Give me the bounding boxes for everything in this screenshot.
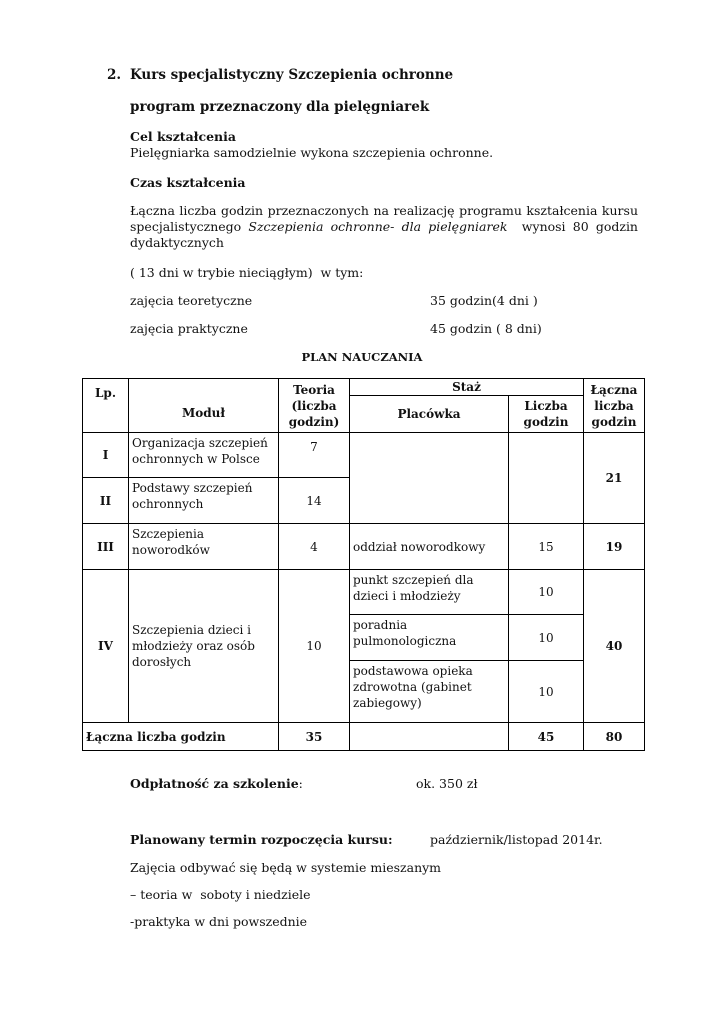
row-placowka: podstawowa opieka zdrowotna (gabinet zabiegowy): [350, 661, 509, 723]
row-teoria: 7: [279, 433, 350, 478]
cel-text: Pielęgniarka samodzielnie wykona szczepienia ochronne.: [130, 145, 494, 160]
row-placowka-empty: [350, 433, 509, 524]
header-laczna: Łączna liczba godzin: [584, 379, 645, 433]
row-placowka: poradnia pulmonologiczna: [350, 615, 509, 661]
czas-para-line2-post: wynosi 80 godzin: [507, 219, 638, 234]
fee-label: Odpłatność za szkolenie: [130, 776, 299, 791]
table-row: [83, 570, 645, 615]
row-lp: II: [83, 478, 129, 524]
header-teoria: Teoria (liczba godzin): [279, 379, 350, 433]
footer-placowka-empty: [350, 723, 509, 751]
row-teoria: 10: [279, 570, 350, 723]
row-modul: Organizacja szczepień ochronnych w Polsce: [129, 433, 279, 478]
header-placowka: Placówka: [350, 396, 509, 433]
schedule-line3: -praktyka w dni powszednie: [130, 914, 308, 929]
row-modul: Szczepienia dzieci i młodzieży oraz osób dorosłych: [129, 570, 279, 723]
czas-paragraph: [130, 203, 638, 251]
czas-para-line2-pre: specjalistycznego: [130, 219, 249, 234]
heading-subtitle: program przeznaczony dla pielęgniarek: [130, 99, 430, 115]
czas-para-line1: Łączna liczba godzin przeznaczonych na realizację programu kształcenia kursu: [130, 203, 638, 218]
table-footer-row: [83, 723, 645, 751]
heading-title: Kurs specjalistyczny Szczepienia ochronne: [130, 67, 454, 83]
row-modul: Szczepienia noworodków: [129, 524, 279, 570]
heading-number: 2.: [107, 67, 122, 83]
row-lp: III: [83, 524, 129, 570]
row-placowka: punkt szczepień dla dzieci i młodzieży: [350, 570, 509, 615]
days-note: ( 13 dni w trybie nieciągłym) w tym:: [130, 265, 364, 280]
schedule-line2: – teoria w soboty i niedziele: [130, 887, 311, 902]
row-godziny: 15: [509, 524, 584, 570]
row-lp: I: [83, 433, 129, 478]
czas-para-line3: dydaktycznych: [130, 235, 224, 250]
row-modul: Podstawy szczepień ochronnych: [129, 478, 279, 524]
fee-colon: :: [298, 776, 303, 791]
table-row: [83, 524, 645, 570]
plan-title: PLAN NAUCZANIA: [301, 350, 423, 364]
row-total: 19: [584, 524, 645, 570]
practice-value: 45 godzin ( 8 dni): [430, 321, 542, 336]
row-godziny-empty: [509, 433, 584, 524]
row-total: 21: [584, 433, 645, 524]
row-lp: IV: [83, 570, 129, 723]
theory-label: zajęcia teoretyczne: [130, 293, 253, 308]
footer-label: Łączna liczba godzin: [83, 723, 279, 751]
row-total: 40: [584, 570, 645, 723]
fee-line: [130, 776, 303, 791]
course-name-italic: Szczepienia ochronne- dla pielęgniarek: [248, 219, 508, 234]
row-godziny: 10: [509, 570, 584, 615]
start-value: październik/listopad 2014r.: [430, 832, 603, 847]
start-label: Planowany termin rozpoczęcia kursu:: [130, 832, 393, 847]
table-row: [83, 433, 645, 478]
schedule-line1: Zajęcia odbywać się będą w systemie mieszanym: [130, 860, 442, 875]
footer-staz: 45: [509, 723, 584, 751]
header-modul: Moduł: [129, 379, 279, 433]
row-teoria: 14: [279, 478, 350, 524]
row-placowka: oddział noworodkowy: [350, 524, 509, 570]
header-lp: Lp.: [83, 379, 129, 433]
fee-value: ok. 350 zł: [416, 776, 478, 791]
cel-label: Cel kształcenia: [130, 129, 236, 144]
plan-table: [82, 378, 645, 751]
row-godziny: 10: [509, 661, 584, 723]
footer-teoria: 35: [279, 723, 350, 751]
header-staz: Staż: [350, 379, 584, 396]
row-teoria: 4: [279, 524, 350, 570]
row-godziny: 10: [509, 615, 584, 661]
theory-value: 35 godzin(4 dni ): [430, 293, 538, 308]
header-liczba-godzin: Liczba godzin: [509, 396, 584, 433]
practice-label: zajęcia praktyczne: [130, 321, 248, 336]
footer-total: 80: [584, 723, 645, 751]
czas-label: Czas kształcenia: [130, 175, 246, 190]
czas-para-line2: [130, 219, 638, 235]
